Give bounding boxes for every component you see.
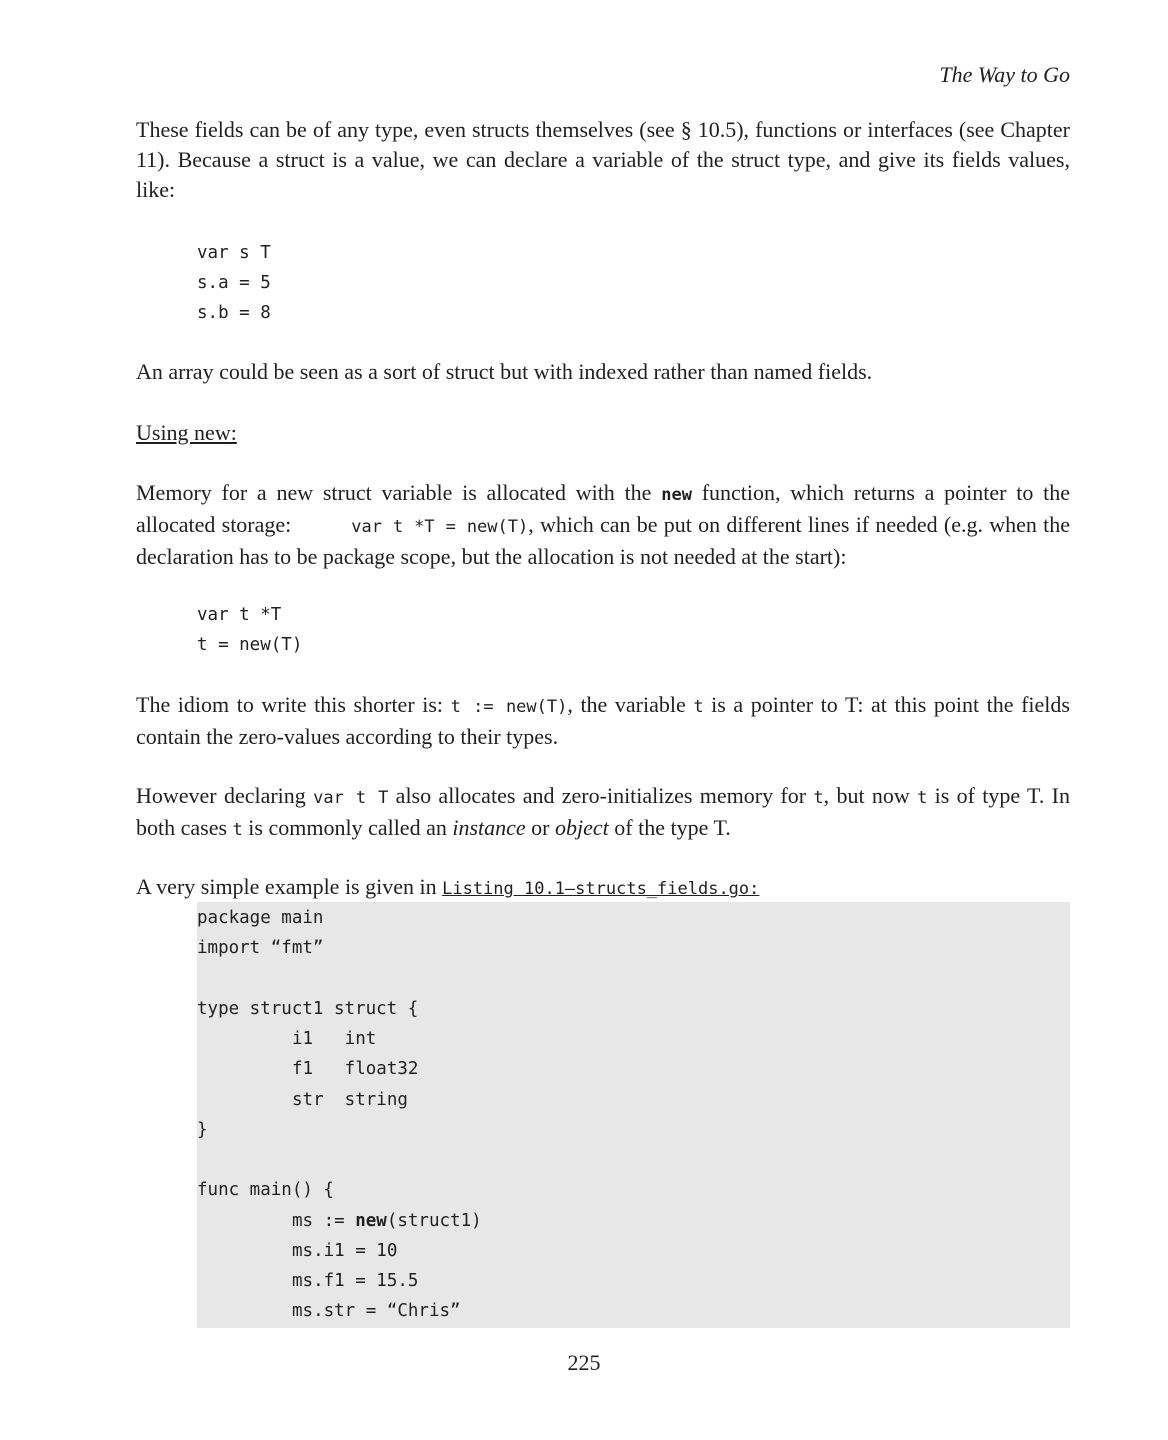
keyword-new: new [355,1211,387,1231]
inline-code-t: t [232,820,243,840]
inline-code-new: new [661,485,692,505]
text-run: The idiom to write this shorter is: [136,692,451,717]
listing-line: func main() { [197,1180,334,1200]
text-run: , but now [823,783,918,808]
page-number: 225 [567,1350,601,1375]
text-run: also allocates and zero-initializes memory for [388,783,814,808]
text-run: However declaring [136,783,314,808]
code-run: ms := [292,1211,356,1231]
inline-code-t: t [693,697,704,717]
text-run: is of type T. In both cases [136,783,1070,840]
text-run: Memory for a new struct variable is allocated with the [136,480,662,505]
listing-line: i1 int [292,1029,377,1049]
code-line: var s T [197,243,271,263]
listing-line: type struct1 struct { [197,999,419,1019]
emphasis-instance: instance [452,815,526,840]
listing-line: ms.i1 = 10 [292,1241,398,1261]
code-run: (struct1) [386,1211,482,1231]
inline-code-var-t-T: var t T [313,788,389,808]
text-run: function, which returns a pointer to the allocated storage: [136,480,1070,537]
paragraph-listing-intro [136,872,1070,904]
paragraph-var-declaration [136,781,1070,845]
text-run: of the type T. [608,815,731,840]
code-line: s.a = 5 [197,273,271,293]
text-run: , the variable [567,692,694,717]
inline-code-declaration: var t *T = new(T) [351,517,529,537]
text-run: is a pointer to T: at this point the fields contain the zero-values according to their types. [136,692,1070,749]
text-run: A very simple example is given in [136,874,443,899]
listing-reference: Listing 10.1—structs_fields.go: [442,879,760,899]
text-run: or [525,815,555,840]
code-line: t = new(T) [197,635,303,655]
paragraph-idiom [136,690,1070,752]
inline-code-t: t [917,788,928,808]
code-line: s.b = 8 [197,303,271,323]
inline-code-idiom: t := new(T) [450,697,568,717]
listing-line: str string [292,1090,408,1110]
inline-code-t: t [813,788,824,808]
paragraph-struct-fields: These fields can be of any type, even structs themselves (see § 10.5), functions or interfaces (see Chapter 11). Because a struct is a value, we can declare a variable of the struct type, and give its fields values, like: [136,117,1070,202]
listing-line: f1 float32 [292,1059,419,1079]
paragraph-new-function [136,478,1070,572]
emphasis-object: object [555,815,609,840]
listing-line: ms.f1 = 15.5 [292,1271,419,1291]
listing-line: import “fmt” [197,938,324,958]
listing-line [197,1206,482,1236]
code-line: var t *T [197,605,282,625]
running-head: The Way to Go [939,62,1070,87]
text-run: is commonly called an [242,815,453,840]
text-run: , which can be put on different lines if needed (e.g. when the declaration has to be package scope, but the allocation is not needed at the start): [136,512,1070,569]
listing-line: package main [197,908,324,928]
paragraph-array-note: An array could be seen as a sort of struct but with indexed rather than named fields. [136,359,873,384]
listing-line: ms.str = “Chris” [292,1301,461,1321]
section-heading-using-new: Using new: [136,420,237,445]
listing-line: } [197,1120,208,1140]
